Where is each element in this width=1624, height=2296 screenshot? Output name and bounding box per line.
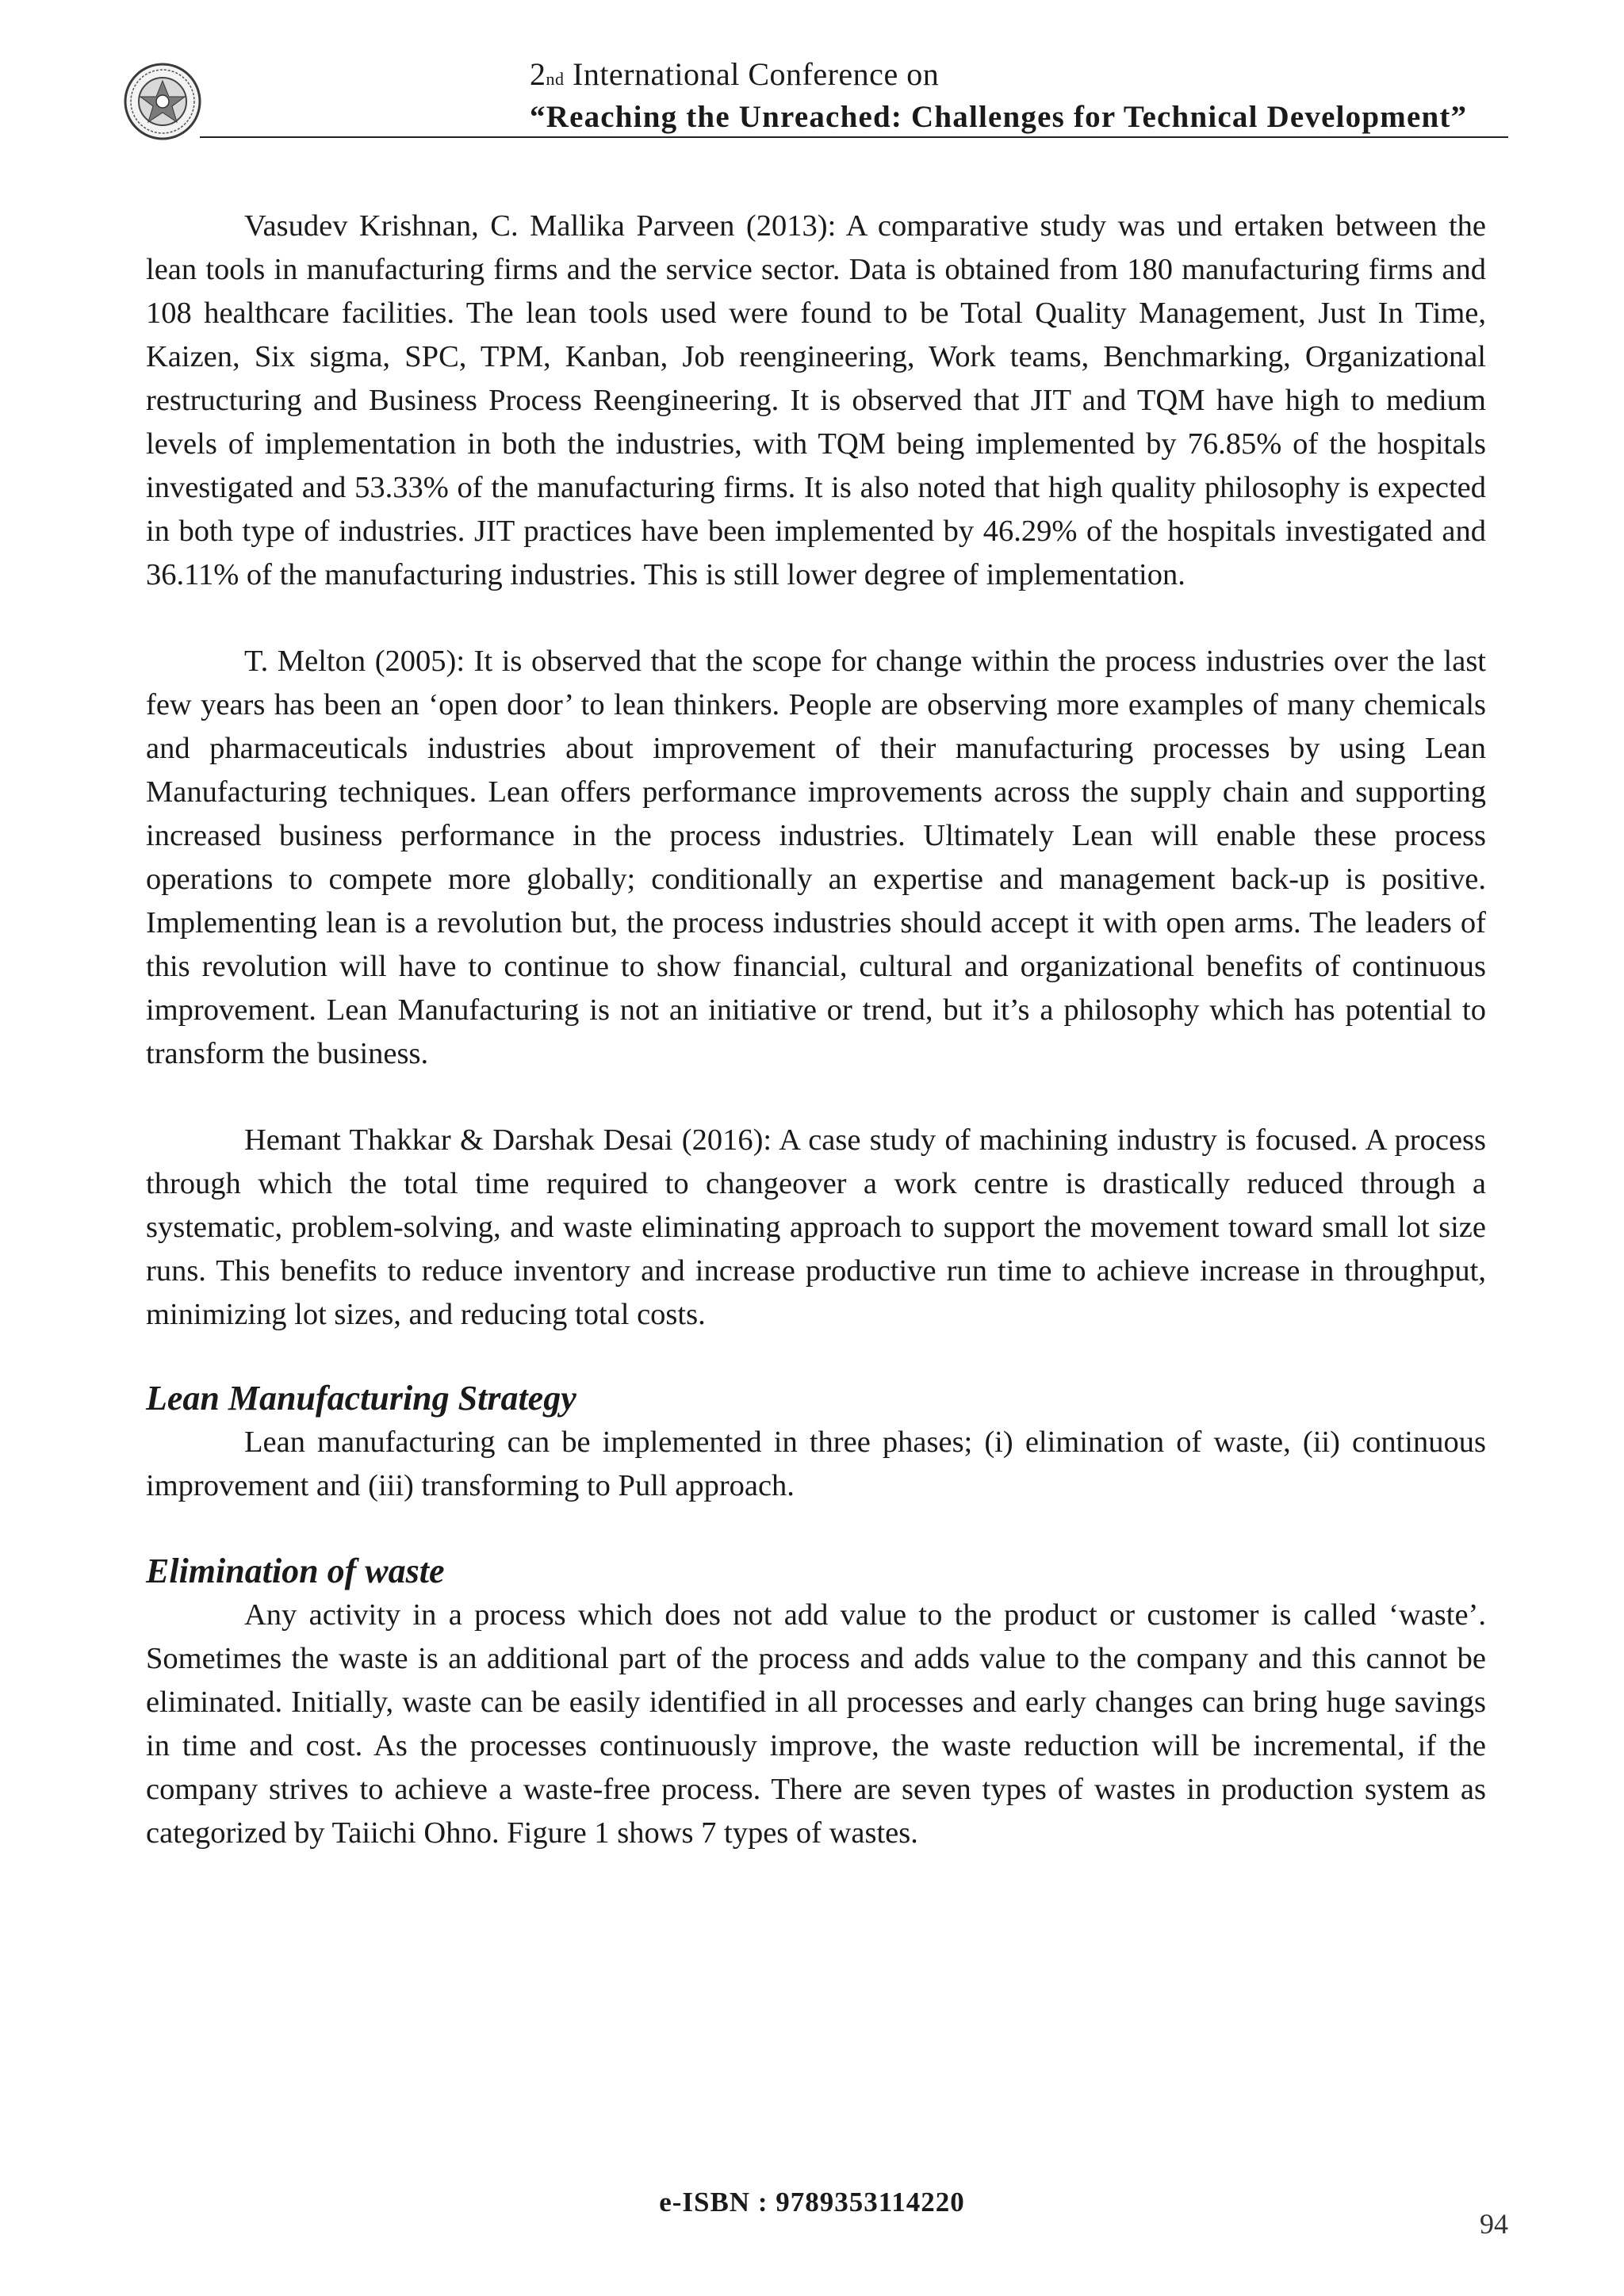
paragraph-krishnan: Vasudev Krishnan, C. Mallika Parveen (2013): A comparative study was und ertaken between the lean tools in manufacturing firms and the service sector. Data is obtained from 180 manufacturing firms and 108 healthcare facilities. The lean tools used were found to be Total Quality Management, Just In Time, Kaizen, Six sigma, SPC, TPM, Kanban, Job reengineering, Work teams, Benchmarking, Organizational restructuring and Business Process Reengineering. It is observed that JIT and TQM have high to medium levels of implementation in both the industries, with TQM being implemented by 76.85% of the hospitals investigated and 53.33% of the manufacturing firms. It is also noted that high quality philosophy is expected in both type of industries. JIT practices have been implemented by 46.29% of the hospitals investigated and 36.11% of the manufacturing industries. This is still lower degree of implementation. <box>146 209 1486 591</box>
page-content <box>146 205 1486 1855</box>
paragraph-thakkar: Hemant Thakkar & Darshak Desai (2016): A case study of machining industry is focused. A process through which the total time required to changeover a work centre is drastically reduced through a systematic, problem-solving, and waste eliminating approach to support the movement toward small lot size runs. This benefits to reduce inventory and increase productive run time to achieve increase in throughput, minimizing lot sizes, and reducing total costs. <box>146 1123 1486 1331</box>
conference-line: International Conference on <box>573 56 940 92</box>
page-number: 94 <box>1480 2208 1508 2240</box>
footer-isbn: e-ISBN : 9789353114220 <box>659 2187 965 2218</box>
section-heading-lean-strategy: Lean Manufacturing Strategy <box>146 1379 576 1418</box>
paragraph-lean-strategy: Lean manufacturing can be implemented in three phases; (i) elimination of waste, (ii) continuous improvement and (iii) transforming to Pull approach. <box>146 1425 1486 1502</box>
header-divider <box>200 136 1508 138</box>
conference-theme: “Reaching the Unreached: Challenges for Technical Development” <box>530 100 1468 134</box>
conference-seal-icon <box>123 62 202 141</box>
conference-ordinal: 2 <box>530 56 546 92</box>
conference-title <box>530 55 1513 98</box>
section-heading-elimination-of-waste: Elimination of waste <box>146 1552 445 1590</box>
paragraph-melton: T. Melton (2005): It is observed that the scope for change within the process industries over the last few years has been an ‘open door’ to lean thinkers. People are observing more examples of many chemicals and pharmaceuticals industries about improvement of their manufacturing processes by using Lean Manufacturing techniques. Lean offers performance improvements across the supply chain and supporting increased business performance in the process industries. Ultimately Lean will enable these process operations to compete more globally; conditionally an expertise and management back-up is positive. Implementing lean is a revolution but, the process industries should accept it with open arms. The leaders of this revolution will have to continue to show financial, cultural and organizational benefits of continuous improvement. Lean Manufacturing is not an initiative or trend, but it’s a philosophy which has potential to transform the business. <box>146 645 1486 1070</box>
conference-ordinal-suffix: nd <box>546 69 565 89</box>
page-header <box>0 0 1624 143</box>
header-text <box>530 55 1513 136</box>
paragraph-elimination-of-waste: Any activity in a process which does not add value to the product or customer is called ‘waste’. Sometimes the waste is an additional part of the process and adds value to the company and this cannot be eliminated. Initially, waste can be easily identified in all processes and early changes can bring huge savings in time and cost. As the processes continuously improve, the waste reduction will be incremental, if the company strives to achieve a waste-free process. There are seven types of wastes in production system as categorized by Taiichi Ohno. Figure 1 shows 7 types of wastes. <box>146 1598 1486 1850</box>
